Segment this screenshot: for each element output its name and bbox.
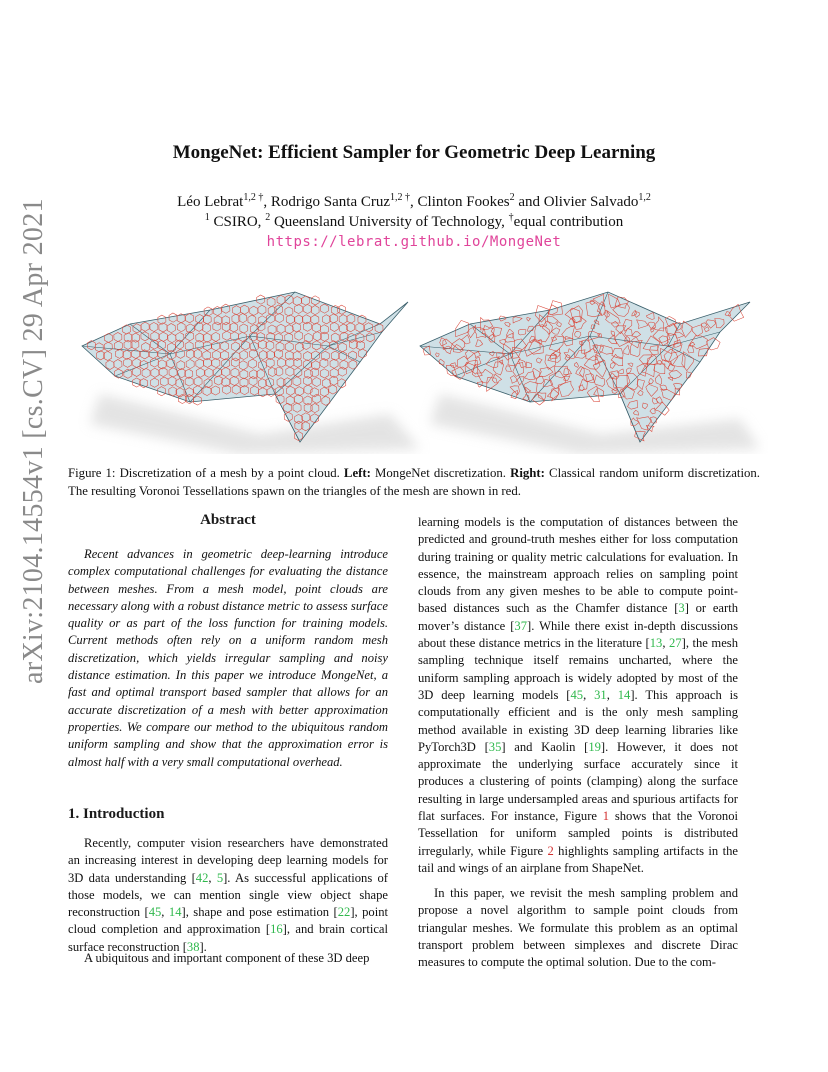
text: ], shape and pose estimation [ <box>181 905 338 920</box>
text: ], and brain cortical surface reconstruction [ <box>68 922 389 954</box>
citation-link[interactable]: 27 <box>669 636 682 651</box>
text: Recently, computer vision researchers have demonstrated an increasing interest in developing deep learning models for 3D data understanding [ <box>68 836 388 885</box>
author-name: Léo Lebrat <box>177 194 244 210</box>
citation-link[interactable]: 22 <box>337 905 351 920</box>
author-affiliation-mark: 1,2 † <box>243 192 264 203</box>
introduction-paragraph-2: A ubiquitous and important component of these 3D deep <box>84 951 370 965</box>
right-mesh-shadow <box>430 394 760 454</box>
text: , <box>161 905 169 920</box>
citation-link[interactable]: 31 <box>594 687 607 702</box>
author-name: and Olivier Salvado <box>514 194 639 210</box>
figure-reference-link[interactable]: 1 <box>602 809 610 824</box>
abstract-heading: Abstract <box>200 512 256 528</box>
left-mesh-shadow <box>90 394 420 454</box>
text: shows that the Voronoi Tessellation for uniform sampled points is distributed irregularly, while Figure <box>418 809 739 858</box>
introduction-paragraph-1 <box>68 835 388 956</box>
citation-link[interactable]: 35 <box>488 739 502 754</box>
text: ]. As successful applications of those models, we can mention single view object shape reconstruction [ <box>68 870 389 920</box>
author-affiliation-mark: 1,2 <box>638 192 651 203</box>
figure-reference-link[interactable]: 2 <box>547 843 554 858</box>
citation-link[interactable]: 45 <box>570 687 584 702</box>
citation-link[interactable]: 45 <box>148 905 162 920</box>
author-affiliation-mark: 2 <box>509 192 515 203</box>
citation-link[interactable]: 14 <box>617 687 631 702</box>
text: , <box>606 687 618 702</box>
right-column-paragraph-1 <box>418 514 738 877</box>
text: highlights sampling artifacts in the tail and wings of an airplane from ShapeNet. <box>418 843 738 875</box>
affiliation-line <box>0 214 828 231</box>
citation-link[interactable]: 38 <box>186 939 200 954</box>
author-name: , Clinton Fookes <box>410 194 510 210</box>
citation-link[interactable]: 14 <box>168 905 182 920</box>
project-url-link[interactable]: https://lebrat.github.io/MongeNet <box>266 234 562 250</box>
right-column-paragraph-2: In this paper, we revisit the mesh sampling problem and propose a novel algorithm to sample point clouds from triangular meshes. We formulate this problem as an optimal transport problem between simplexes and discrete Dirac measures to compute the optimal solution. Due to the com- <box>418 886 738 970</box>
text: ] and Kaolin [ <box>501 739 589 754</box>
caption-left-label: Left: <box>343 466 371 480</box>
text: ]. <box>199 939 207 954</box>
text: ] or earth mover’s distance [ <box>418 601 738 633</box>
citation-link[interactable]: 13 <box>649 636 663 651</box>
caption-right-text: Classical random uniform discretization. The resulting Voronoi Tessellations spawn on the triangles of the mesh are shown in red. <box>68 466 760 498</box>
caption-left-text: MongeNet discretization. <box>370 466 511 480</box>
author-list <box>0 194 828 211</box>
citation-link[interactable]: 42 <box>195 870 209 885</box>
affiliation-mark: † <box>508 212 514 223</box>
text: ]. While there exist in-depth discussions about these distance metrics in the literature [ <box>418 618 738 651</box>
caption-right-label: Right: <box>510 466 545 480</box>
caption-lead: Figure 1: Discretization of a mesh by a point cloud. <box>68 466 344 480</box>
paper-title: MongeNet: Efficient Sampler for Geometric Deep Learning <box>172 142 656 163</box>
figure-1-mesh-discretization <box>60 284 768 454</box>
text: ]. However, it does not approximate the underlying surface accurately since it produces a clustering of points (clamping) along the surface resulting in large undersampled areas and spurious artifacts for flat surfaces. For instance, Figure <box>418 739 738 824</box>
citation-link[interactable]: 19 <box>588 739 601 754</box>
text: , <box>583 687 595 702</box>
citation-link[interactable]: 37 <box>514 618 528 633</box>
citation-link[interactable]: 3 <box>678 601 685 616</box>
affiliation-text: equal contribution <box>513 214 624 230</box>
author-name: , Rodrigo Santa Cruz <box>263 194 391 210</box>
text: learning models is the computation of distances between the predicted and ground-truth meshes either for loss computation during training or quality metric calculations for evaluation. In essence, the mainstream approach relies on sampling point clouds from any given meshes to be able to compute point-based distances such as the Chamfer distance [ <box>418 515 738 616</box>
text: , <box>662 636 670 651</box>
affiliation-mark: 2 <box>265 212 271 223</box>
citation-link[interactable]: 5 <box>216 870 224 885</box>
abstract-body: Recent advances in geometric deep-learning introduce complex computational challenges for evaluating the distance between meshes. From a mesh model, point clouds are necessary along with a robust distance metric to assess surface quality or as part of the loss function for training models. Current methods often rely on a uniform random mesh discretization, which yields irregular sampling and noisy distance estimation. In this paper we introduce MongeNet, a fast and optimal transport based sampler that allows for an accurate discretization of a mesh with better approximation properties. We compare our method to the ubiquitous random uniform sampling and show that the approximation error is almost half with a very small computational overhead. <box>68 547 388 769</box>
affiliation-mark: 1 <box>204 212 210 223</box>
affiliation-text: CSIRO, <box>209 214 266 230</box>
introduction-heading: 1. Introduction <box>68 806 165 822</box>
affiliation-text: Queensland University of Technology, <box>270 214 509 230</box>
text: ]. This approach is computationally efficient and is the only mesh sampling method available in existing 3D deep learning libraries like PyTorch3D [ <box>418 687 739 754</box>
text: ], the mesh sampling technique itself remains uncharted, where the uniform sampling approach is widely adopted by most of the 3D deep learning models [ <box>418 636 739 702</box>
citation-link[interactable]: 16 <box>270 922 283 937</box>
text: ], point cloud completion and approximation [ <box>68 905 389 937</box>
arxiv-identifier-stamp: arXiv:2104.14554v1 [cs.CV] 29 Apr 2021 <box>18 198 49 684</box>
text: , <box>208 870 217 885</box>
figure-1-caption <box>68 465 760 500</box>
author-affiliation-mark: 1,2 † <box>390 192 411 203</box>
